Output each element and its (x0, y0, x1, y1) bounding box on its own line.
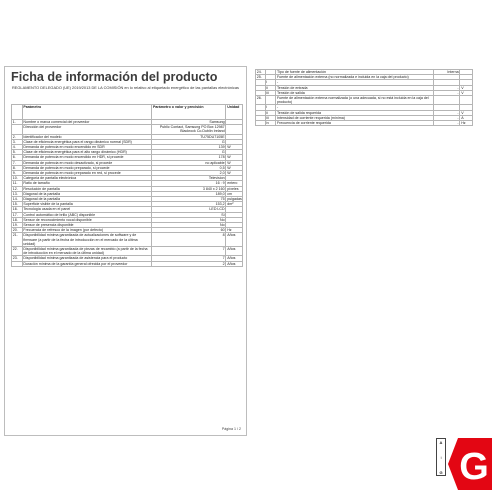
row-unit: Años (226, 256, 243, 261)
row-number: 4. (12, 145, 23, 150)
table-row (12, 125, 243, 134)
row-value: 153,2 (152, 202, 226, 207)
row-unit: cm (226, 191, 243, 196)
row-parameter: Sensor de reconocimiento vocal disponible (22, 217, 152, 222)
row-parameter: Resolución de pantalla (22, 186, 152, 191)
row-number: 24. (256, 70, 266, 75)
row-number: 26. (256, 96, 266, 105)
row-value: 2 (152, 261, 226, 266)
row-parameter: Sensor de presencia disponible (22, 223, 152, 228)
row-subindex: i (265, 105, 276, 110)
row-value: no aplicable (152, 160, 226, 165)
row-unit: W (226, 160, 243, 165)
row-unit: pulgadas (227, 197, 242, 202)
row-unit: V (460, 110, 473, 115)
row-value: 60 (152, 228, 226, 233)
row-parameter: Tensión de salida requerida (276, 110, 434, 115)
header-value: Parámetro o valor y precisión (152, 105, 226, 120)
row-value: 178 (152, 155, 226, 160)
row-value (433, 96, 460, 105)
row-number: 23. (12, 256, 23, 261)
header-parameter: Parámetro (22, 105, 152, 120)
row-value: 139 (152, 145, 226, 150)
energy-class-label (436, 438, 490, 490)
row-number: 2. (12, 134, 23, 139)
row-subindex (265, 96, 276, 105)
energy-scale (436, 438, 446, 476)
row-number: 5. (12, 150, 23, 155)
row-number: 9. (12, 171, 23, 176)
row-number: 10. (12, 176, 23, 181)
power-supply-table (255, 69, 473, 126)
row-number: 8. (12, 165, 23, 170)
row-number: 16. (12, 207, 23, 212)
row-number: 17. (12, 212, 23, 217)
row-unit: V (460, 85, 473, 90)
energy-class-letter: G (459, 446, 489, 488)
row-subindex: i (265, 80, 276, 85)
row-value: G (152, 150, 226, 155)
row-unit: Años (226, 233, 243, 247)
row-parameter: Disponibilidad mínima garantizada de piezas de recambio (a partir de la fecha de introducción en el mercado de la última unidad) (22, 247, 152, 256)
row-number: 14. (12, 197, 23, 202)
row-parameter: Tipo de fuente de alimentación (276, 70, 434, 75)
row-value: No (152, 217, 226, 222)
row-parameter: - (276, 80, 434, 85)
row-value: 7 (152, 256, 226, 261)
row-subindex: iv (265, 121, 276, 126)
row-number: 11. (12, 181, 23, 186)
row-parameter: Disponibilidad mínima garantizada de asistencia para el producto (22, 256, 152, 261)
row-parameter: Duración mínima de la garantía general ofrecida por el proveedor (22, 261, 152, 266)
row-parameter: Clase de eficiencia energética para el rango dinámico normal (SDR) (22, 139, 152, 144)
row-parameter: Demanda de potencia en modo preparado, si procede (22, 165, 152, 170)
row-number: 15. (12, 202, 23, 207)
parameters-table (11, 104, 243, 267)
row-unit: A (460, 115, 473, 120)
row-parameter: Frecuencia de corriente requerida (276, 121, 434, 126)
row-subindex: ii (265, 110, 276, 115)
row-value: 8 (152, 233, 226, 247)
row-parameter: Tensión de salida (276, 90, 434, 95)
table-header-row (12, 105, 243, 120)
header-unit: Unidad (226, 105, 243, 120)
row-parameter: Frecuencia de refresco de la imagen (por defecto) (22, 228, 152, 233)
row-value: - (433, 110, 460, 115)
document-title: Ficha de información del producto (11, 70, 218, 84)
row-parameter: Ratio de tamaño (22, 181, 152, 186)
row-unit: W (226, 145, 243, 150)
row-subindex: iii (265, 115, 276, 120)
scale-arrow-icon: ↕ (440, 455, 442, 460)
row-unit (460, 96, 473, 105)
row-number: 1. (12, 120, 23, 125)
row-number: 18. (12, 217, 23, 222)
row-value: 16 : 9 (152, 181, 226, 186)
row-parameter: Fuente de alimentación externa normalizada (o una adecuada, si no está incluida en la caja del producto) (276, 96, 434, 105)
row-value: 3 840 x 2 160 (152, 186, 226, 191)
scale-bottom-letter: G (439, 470, 443, 475)
row-parameter: Control automático de brillo (ABC) disponible (22, 212, 152, 217)
row-number (12, 125, 23, 134)
row-parameter: Categoría de pantalla electrónica (22, 176, 152, 181)
row-value: Sí (152, 212, 226, 217)
row-number: 3. (12, 139, 23, 144)
row-parameter: Diagonal de la pantalla (22, 191, 152, 196)
row-parameter: Demanda de potencia en modo encendido en HDR, si procede (22, 155, 152, 160)
row-parameter: Superficie visible de la pantalla (22, 202, 152, 207)
row-unit (226, 125, 243, 134)
row-parameter: Intensidad de corriente requerida (mínima) (276, 115, 434, 120)
row-value: - (433, 90, 460, 95)
row-unit: píxeles (226, 186, 243, 191)
row-value: - (433, 121, 460, 126)
row-unit: W (226, 155, 243, 160)
row-parameter: Disponibilidad mínima garantizada de actualizaciones de software y de firmware (a partir de la fecha de introducción en el mercado de la última unidad) (22, 233, 152, 247)
row-value: LED LCD (152, 207, 226, 212)
row-parameter: Tecnología usada en el panel (22, 207, 152, 212)
row-number: 19. (12, 223, 23, 228)
row-value: G (152, 139, 226, 144)
row-number: 12. (12, 186, 23, 191)
row-parameter: Clase de eficiencia energética para el alto rango dinámico (HDR) (22, 150, 152, 155)
row-value: 2,0 (152, 171, 226, 176)
row-number (256, 121, 266, 126)
row-value: - (433, 85, 460, 90)
row-parameter: Dirección del proveedor (22, 125, 152, 134)
product-info-sheet (4, 66, 247, 436)
row-parameter: Tensión de entrada (276, 85, 434, 90)
row-number: 20. (12, 228, 23, 233)
row-unit: V (460, 90, 473, 95)
row-value: Television (152, 176, 226, 181)
row-unit: Años (226, 247, 243, 256)
row-number: 13. (12, 191, 23, 196)
row-value: - (433, 115, 460, 120)
row-number: 6. (12, 155, 23, 160)
table-row (12, 247, 243, 256)
row-number: 25. (256, 75, 266, 80)
row-parameter: Demanda de potencia en modo encendido en SDR (22, 145, 152, 150)
page-number: Página 1 / 2 (221, 427, 241, 431)
row-value: 7 (152, 247, 226, 256)
row-unit: entero (226, 181, 243, 186)
row-value: Interna (433, 70, 460, 75)
row-parameter: Nombre o marca comercial del proveedor (22, 120, 152, 125)
row-unit: Hz (460, 121, 473, 126)
table-row (12, 261, 243, 266)
scale-top-letter: A (439, 440, 443, 445)
row-unit: dm² (226, 202, 243, 207)
row-parameter: Diagonal de la pantalla (22, 197, 152, 202)
row-value: TU75DU7105E (152, 134, 226, 139)
row-unit: W (226, 171, 243, 176)
regulation-text: REGLAMENTO DELEGADO (UE) 2019/2013 DE LA COMISIÓN en lo relativo al etiquetado energético de las pantallas electrónicas (12, 85, 239, 90)
row-value: Samsung (152, 120, 226, 125)
row-value: Public Contact, Samsung PO Box 12987 Blackrock Co.Dublin Ireland (152, 125, 226, 134)
row-value: 75 (152, 197, 226, 202)
row-value: 189,0 (152, 191, 226, 196)
row-parameter: Demanda de potencia en modo desactivado, si procede (22, 160, 152, 165)
energy-class-arrow-icon (448, 438, 492, 490)
row-subindex: iii (265, 90, 276, 95)
row-number: 7. (12, 160, 23, 165)
table-row (256, 96, 473, 105)
row-unit: W (226, 165, 243, 170)
row-number: 22. (12, 247, 23, 256)
table-row (256, 121, 473, 126)
row-unit: Hz (226, 228, 243, 233)
row-parameter: Fuente de alimentación externa (no normalizada e incluida en la caja del producto) (276, 75, 434, 80)
row-number (12, 261, 23, 266)
row-parameter: - (276, 105, 434, 110)
row-value: 0,5 (152, 165, 226, 170)
row-parameter: Identificador del modelo (22, 134, 152, 139)
row-value: No (152, 223, 226, 228)
row-parameter: Demanda de potencia en modo preparado en red, si procede (22, 171, 152, 176)
row-subindex: ii (265, 85, 276, 90)
table-row (12, 233, 243, 247)
row-unit: Años (226, 261, 243, 266)
row-number: 21. (12, 233, 23, 247)
